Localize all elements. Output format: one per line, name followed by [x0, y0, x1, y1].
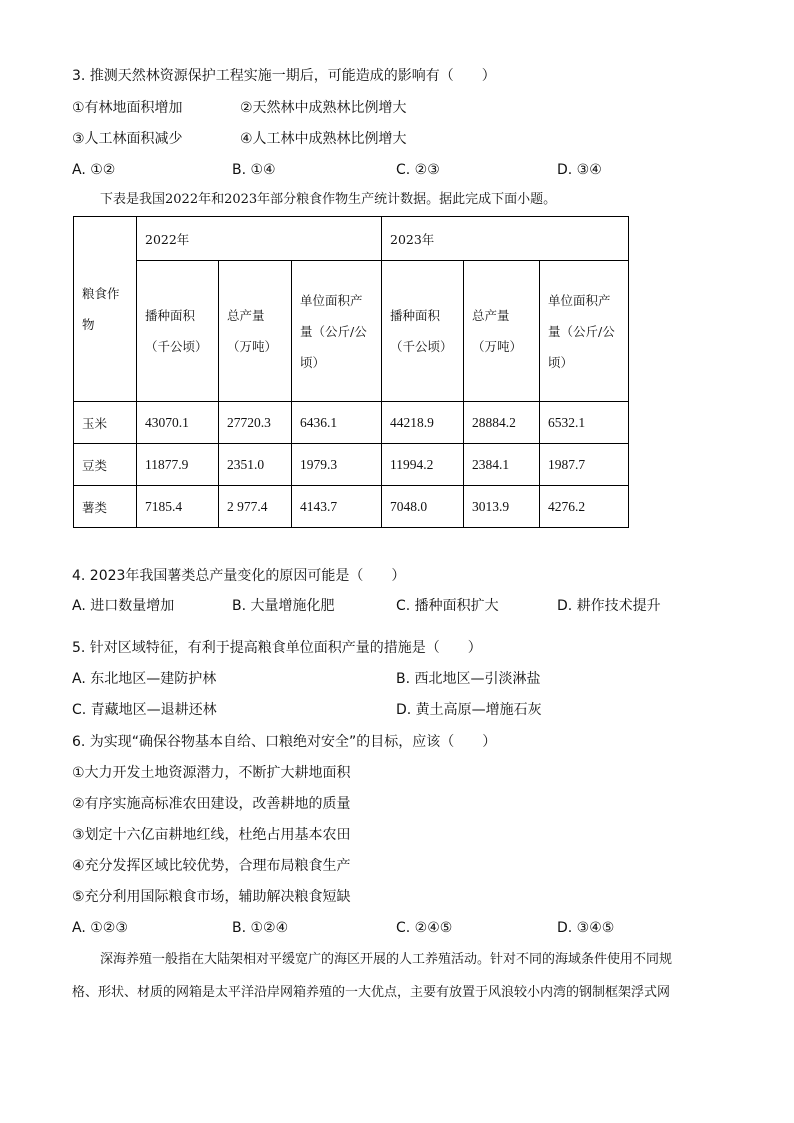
passage-line-2: 格、形状、材质的网箱是太平洋沿岸网箱养殖的一大优点，主要有放置于风浪较小内湾的钢制框架浮式网 [72, 985, 671, 1000]
cell-value: 7048.0 [382, 486, 464, 528]
cell-value: 44218.9 [382, 402, 464, 444]
header-area-2023: 播种面积（千公顷） [382, 261, 464, 402]
cell-value: 4143.7 [292, 486, 382, 528]
q6-item-3: ③划定十六亿亩耕地红线，杜绝占用基本农田 [72, 827, 351, 843]
q3-item-3: ③人工林面积减少 [72, 131, 183, 147]
cell-value: 6532.1 [540, 402, 629, 444]
header-area-2022: 播种面积（千公顷） [137, 261, 219, 402]
cell-value: 28884.2 [464, 402, 540, 444]
q3-option-a: A. ①② [72, 162, 116, 178]
q3-item-2: ②天然林中成熟林比例增大 [240, 100, 407, 116]
cell-value: 1979.3 [292, 444, 382, 486]
question-3-stem: 3. 推测天然林资源保护工程实施一期后，可能造成的影响有（ ） [72, 68, 496, 84]
q5-option-c: C. 青藏地区—退耕还林 [72, 702, 217, 718]
cell-value: 11877.9 [137, 444, 219, 486]
q6-option-d: D. ③④⑤ [557, 920, 615, 936]
cell-value: 6436.1 [292, 402, 382, 444]
cell-value: 1987.7 [540, 444, 629, 486]
q6-option-b: B. ①②④ [232, 920, 289, 936]
q3-option-c: C. ②③ [396, 162, 440, 178]
q6-item-2: ②有序实施高标准农田建设，改善耕地的质量 [72, 796, 351, 812]
table-row [74, 444, 629, 486]
q6-item-5: ⑤充分利用国际粮食市场，辅助解决粮食短缺 [72, 889, 351, 905]
cell-value: 2 977.4 [219, 486, 292, 528]
q5-option-d: D. 黄土高原—增施石灰 [396, 702, 542, 718]
q3-option-d: D. ③④ [557, 162, 602, 178]
cell-value: 11994.2 [382, 444, 464, 486]
cell-value: 2351.0 [219, 444, 292, 486]
question-6-stem: 6. 为实现“确保谷物基本自给、口粮绝对安全”的目标，应该（ ） [72, 734, 497, 750]
cell-value: 2384.1 [464, 444, 540, 486]
q4-option-b: B. 大量增施化肥 [232, 598, 335, 614]
table-row [74, 486, 629, 528]
q5-option-b: B. 西北地区—引淡淋盐 [396, 671, 541, 687]
header-total-2022: 总产量（万吨） [219, 261, 292, 402]
row-crop: 玉米 [74, 402, 137, 444]
q4-option-d: D. 耕作技术提升 [557, 598, 661, 614]
cell-value: 43070.1 [137, 402, 219, 444]
passage-line-1: 深海养殖一般指在大陆架相对平缓宽广的海区开展的人工养殖活动。针对不同的海域条件使用不同规 [100, 952, 673, 967]
q4-option-c: C. 播种面积扩大 [396, 598, 499, 614]
q6-item-4: ④充分发挥区域比较优势，合理布局粮食生产 [72, 858, 351, 874]
cell-value: 3013.9 [464, 486, 540, 528]
row-crop: 豆类 [74, 444, 137, 486]
question-4-stem: 4. 2023年我国薯类总产量变化的原因可能是（ ） [72, 568, 406, 584]
row-crop: 薯类 [74, 486, 137, 528]
header-year-2023: 2023年 [382, 217, 629, 261]
header-yield-2023: 单位面积产量（公斤/公顷） [540, 261, 629, 402]
header-crop: 粮食作物 [74, 217, 137, 402]
cell-value: 27720.3 [219, 402, 292, 444]
header-yield-2022: 单位面积产量（公斤/公顷） [292, 261, 382, 402]
question-5-stem: 5. 针对区域特征，有利于提高粮食单位面积产量的措施是（ ） [72, 640, 482, 656]
table-intro: 下表是我国2022年和2023年部分粮食作物生产统计数据。据此完成下面小题。 [100, 192, 557, 207]
q6-option-a: A. ①②③ [72, 920, 128, 936]
header-year-2022: 2022年 [137, 217, 382, 261]
q6-option-c: C. ②④⑤ [396, 920, 453, 936]
cell-value: 7185.4 [137, 486, 219, 528]
grain-production-table [73, 216, 629, 528]
q5-option-a: A. 东北地区—建防护林 [72, 671, 217, 687]
q3-item-1: ①有林地面积增加 [72, 100, 183, 116]
q6-item-1: ①大力开发土地资源潜力，不断扩大耕地面积 [72, 765, 351, 781]
q3-option-b: B. ①④ [232, 162, 276, 178]
table-row [74, 402, 629, 444]
header-total-2023: 总产量（万吨） [464, 261, 540, 402]
q3-item-4: ④人工林中成熟林比例增大 [240, 131, 407, 147]
cell-value: 4276.2 [540, 486, 629, 528]
q4-option-a: A. 进口数量增加 [72, 598, 175, 614]
